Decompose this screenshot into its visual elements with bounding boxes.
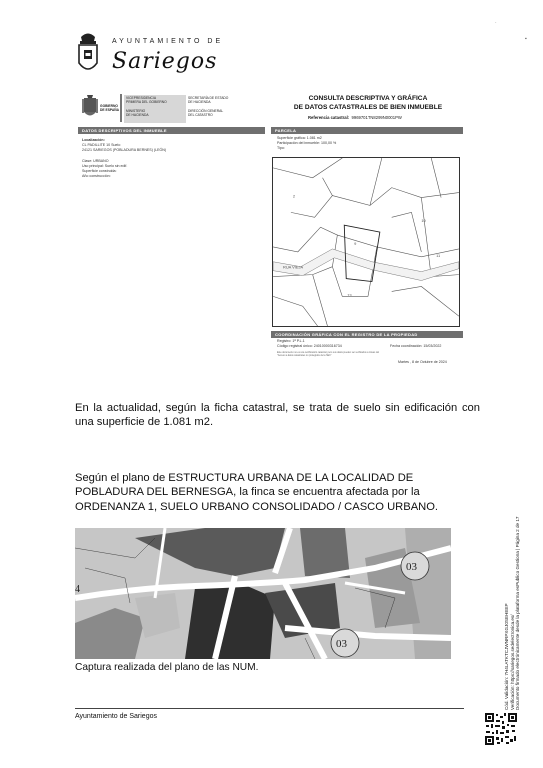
plan-label: 11 [436,252,441,258]
divider [120,94,122,122]
validation-note: Cód. Validación: 7H4LATKTCJWNRPXGJ0SEHEEP Verificación: https://sariegos.sedelectronica.es/ Documento firmado electrónicamente desde la plataforma esPublico Gestiona | Página 2 de 17 [504,516,521,710]
coordinacion-fine-print: Este documento no es una certificación catastral, pero sus datos pueden ser verificados a través del "Acceso a datos catastrales no protegidos de la SEC" [277,352,380,358]
paragraph-ficha-catastral: En la actualidad, según la ficha catastral, se trata de suelo sin edificación con una superficie de 1.081 m2. [75,402,480,429]
plan-label: 9 [354,240,357,246]
map-caption: Captura realizada del plano de las NUM. [75,662,259,673]
referencia-catastral: Referencia catastral: 9969701TN8299N0001PW [308,115,402,120]
corner-mark: · [495,20,497,26]
parcela-list: Superficie gráfica: 1.081 m2 Participación del inmueble: 100,00 % Tipo: [277,136,337,151]
paragraph-estructura-urbana: Según el plano de ESTRUCTURA URBANA DE LA LOCALIDAD DE POBLADURA DEL BERNESGA, la finca se encuentra afectada por la ORDENANZA 1, SUELO URBANO CONSOLIDADO / CASCO URBANO. [75,472,439,513]
ayuntamiento-label: AYUNTAMIENTO DE [112,38,224,45]
datos-descriptivos-bar: DATOS DESCRIPTIVOS DEL INMUEBLE [78,127,265,134]
parcel-plan [272,157,460,327]
town-name: Sariegos [112,49,218,74]
footer-text: Ayuntamiento de Sariegos [75,713,157,720]
ordenanza-badge: 03 [406,561,417,573]
qr-code-icon [484,712,518,746]
urban-plan-map [75,528,451,659]
plan-label: 13 [347,292,352,298]
footer-divider [75,708,464,709]
gobierno-label: GOBIERNO DE ESPAÑA [100,104,119,113]
corner-mark: ▪ [525,36,527,42]
plan-label: 2 [292,193,296,199]
fecha-coordinacion: Fecha coordinación: 15/03/2022 [390,344,442,348]
secretaria-block: SECRETARÍA DE ESTADO DE HACIENDA DIRECCIÓN GENERAL DEL CATASTRO [188,96,229,117]
spain-shield-icon [82,95,98,119]
coordinacion-list: Registro: 1ª P.L.1 Código registral único: 24010000316734 [277,339,342,349]
government-logo-block [82,94,229,124]
ministry-block: VICEPRESIDENCIA PRIMERA DEL GOBIERNO MINISTERIO DE HACIENDA [124,95,186,123]
parcela-bar: PARCELA [271,127,463,134]
plan-street-label: RUA VIEJA [282,264,304,270]
plan-label: 10 [421,218,426,224]
datos-descriptivos-list: Localización: CL PADILLITE 10 Suelo 24121 SARIEGOS (POBLADURA BERNES) (LEÓN) Clase: URBANO Uso principal: Suelo sin edif. Superficie construida: Año construcción: [82,138,167,179]
consulta-date: Martes , 8 de Octubre de 2024 [398,360,447,364]
consulta-title: CONSULTA DESCRIPTIVA Y GRÁFICA DE DATOS CATASTRALES DE BIEN INMUEBLE [293,95,443,111]
coordinacion-bar: COORDINACIÓN GRÁFICA CON EL REGISTRO DE LA PROPIEDAD [271,331,463,338]
ordenanza-badge: 03 [336,638,347,650]
coat-of-arms-logo [77,31,99,75]
map-edge-label: 4 [75,584,80,595]
